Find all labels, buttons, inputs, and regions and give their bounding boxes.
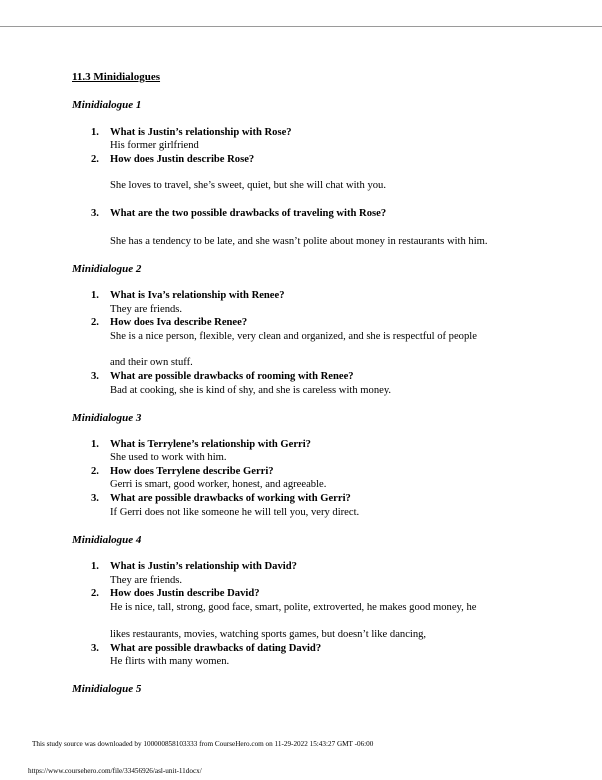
source-note: This study source was downloaded by 100000858103333 from CourseHero.com on 11-29-2022 15:43:27 GMT -06:00 <box>32 740 374 748</box>
answer-text: She is a nice person, flexible, very clean and organized, and she is respectful of people <box>110 331 477 342</box>
answer-text: She has a tendency to be late, and she wasn’t polite about money in restaurants with him. <box>110 236 488 247</box>
item-number: 1. <box>91 561 99 572</box>
answer-text-continued: and their own stuff. <box>110 357 193 368</box>
section-title: Minidialogue 5 <box>72 683 142 695</box>
question-text: What are possible drawbacks of rooming with Renee? <box>110 371 354 382</box>
page-heading: 11.3 Minidialogues <box>72 71 161 83</box>
top-rule <box>0 26 602 27</box>
section-title: Minidialogue 2 <box>72 263 142 275</box>
question-text: What is Iva’s relationship with Renee? <box>110 290 285 301</box>
item-number: 1. <box>91 290 99 301</box>
question-text: What are possible drawbacks of working with Gerri? <box>110 493 351 504</box>
question-text: What is Justin’s relationship with Rose? <box>110 127 292 138</box>
question-text: What are the two possible drawbacks of traveling with Rose? <box>110 208 387 219</box>
section-title: Minidialogue 4 <box>72 534 142 546</box>
answer-text: Bad at cooking, she is kind of shy, and she is careless with money. <box>110 385 392 396</box>
answer-text: He is nice, tall, strong, good face, smart, polite, extroverted, he makes good money, he <box>110 602 477 613</box>
question-text: What is Terrylene’s relationship with Gerri? <box>110 439 311 450</box>
answer-text: They are friends. <box>110 304 183 315</box>
question-text: How does Terrylene describe Gerri? <box>110 466 274 477</box>
answer-text: His former girlfriend <box>110 140 199 151</box>
item-number: 1. <box>91 127 99 138</box>
section-title: Minidialogue 3 <box>72 412 142 424</box>
item-number: 2. <box>91 317 99 328</box>
section-title: Minidialogue 1 <box>72 99 142 111</box>
question-text: How does Justin describe Rose? <box>110 154 255 165</box>
answer-text: She used to work with him. <box>110 452 227 463</box>
question-text: How does Iva describe Renee? <box>110 317 248 328</box>
item-number: 1. <box>91 439 99 450</box>
answer-text-continued: likes restaurants, movies, watching sports games, but doesn’t like dancing, <box>110 629 427 640</box>
item-number: 3. <box>91 493 99 504</box>
answer-text: Gerri is smart, good worker, honest, and agreeable. <box>110 479 327 490</box>
answer-text: They are friends. <box>110 575 183 586</box>
item-number: 2. <box>91 154 99 165</box>
question-text: What are possible drawbacks of dating David? <box>110 643 322 654</box>
item-number: 2. <box>91 466 99 477</box>
answer-text: She loves to travel, she’s sweet, quiet, but she will chat with you. <box>110 180 386 191</box>
answer-text: He flirts with many women. <box>110 656 230 667</box>
item-number: 3. <box>91 371 99 382</box>
source-url-link[interactable]: https://www.coursehero.com/file/33456926/asl-unit-11docx/ <box>28 767 202 775</box>
item-number: 3. <box>91 208 99 219</box>
item-number: 2. <box>91 588 99 599</box>
question-text: How does Justin describe David? <box>110 588 260 599</box>
item-number: 3. <box>91 643 99 654</box>
answer-text: If Gerri does not like someone he will tell you, very direct. <box>110 507 360 518</box>
question-text: What is Justin’s relationship with David? <box>110 561 297 572</box>
